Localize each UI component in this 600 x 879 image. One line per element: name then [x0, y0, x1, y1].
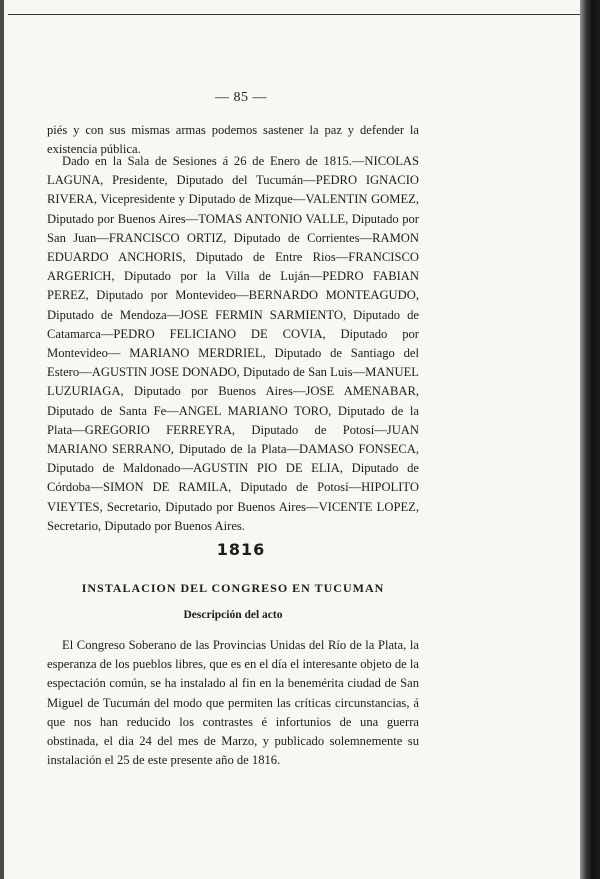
page-binding-shadow: [580, 0, 600, 879]
section-subtitle: Descripción del acto: [183, 609, 283, 621]
top-rule: [8, 14, 580, 15]
page-number: — 85 —: [215, 90, 267, 105]
paragraph-text: Dado en la Sala de Sesiones á 26 de Enero de 1815.—NICOLAS LAGUNA, Presidente, Diputado del Tucumán—PEDRO IGNACIO RIVERA, Vicepresidente y Diputado de Mizque—VALENTIN GOMEZ, Diputado por Buenos Aires—TOMAS ANTONIO VALLE, Diputado por San Juan—FRANCISCO ORTIZ, Diputado de Corrientes—RAMON EDUARDO ANCHORIS, Diputado de Entre Rios—FRANCISCO ARGERICH, Diputado por la Villa de Luján—PEDRO FABIAN PEREZ, Diputado por Montevideo—BERNARDO MONTEAGUDO, Diputado de Mendoza—JOSE FERMIN SARMIENTO, Diputado de Catamarca—PEDRO FELICIANO DE COVIA, Diputado por Montevideo— MARIANO MERDRIEL, Diputado de Santiago del Estero—AGUSTIN JOSE DONADO, Diputado de San Luis—MANUEL LUZURIAGA, Diputado por Buenos Aires—JOSE AMENABAR, Diputado de Santa Fe—ANGEL MARIANO TORO, Diputado de la Plata—GREGORIO FERREYRA, Diputado de Potosí—JUAN MARIANO SERRANO, Diputado de la Plata—DAMASO FONSECA, Diputado de Maldonado—AGUSTIN PIO DE ELIA, Diputado de Córdoba—SIMON DE RAMILA, Diputado de Potosí—HIPOLITO VIEYTES, Secretario, Diputado por Buenos Aires—VICENTE LOPEZ, Secretario, Diputado por Buenos Aires.: [47, 154, 419, 533]
paragraph-signatories: [47, 152, 419, 536]
section-title: INSTALACION DEL CONGRESO EN TUCUMAN: [81, 581, 385, 595]
section-year: 1816: [216, 540, 266, 559]
paragraph-text: piés y con sus mismas armas podemos sastener la paz y defender la existencia pública.: [47, 123, 419, 157]
paragraph-installation: [47, 636, 419, 770]
paragraph-text: El Congreso Soberano de las Provincias Unidas del Río de la Plata, la esperanza de los pueblos libres, que es en el día el interesante objeto de la espectación común, se ha instalado al fin en la benemérita ciudad de San Miguel de Tucumán del modo que permiten las críticas circunstancias, á que nos han reducido los contrastes é infortunios de una guerra obstinada, el dia 24 del mes de Marzo, y publicado solemnemente su instalación el 25 de este presente año de 1816.: [47, 638, 419, 768]
page-left-edge: [0, 0, 4, 879]
